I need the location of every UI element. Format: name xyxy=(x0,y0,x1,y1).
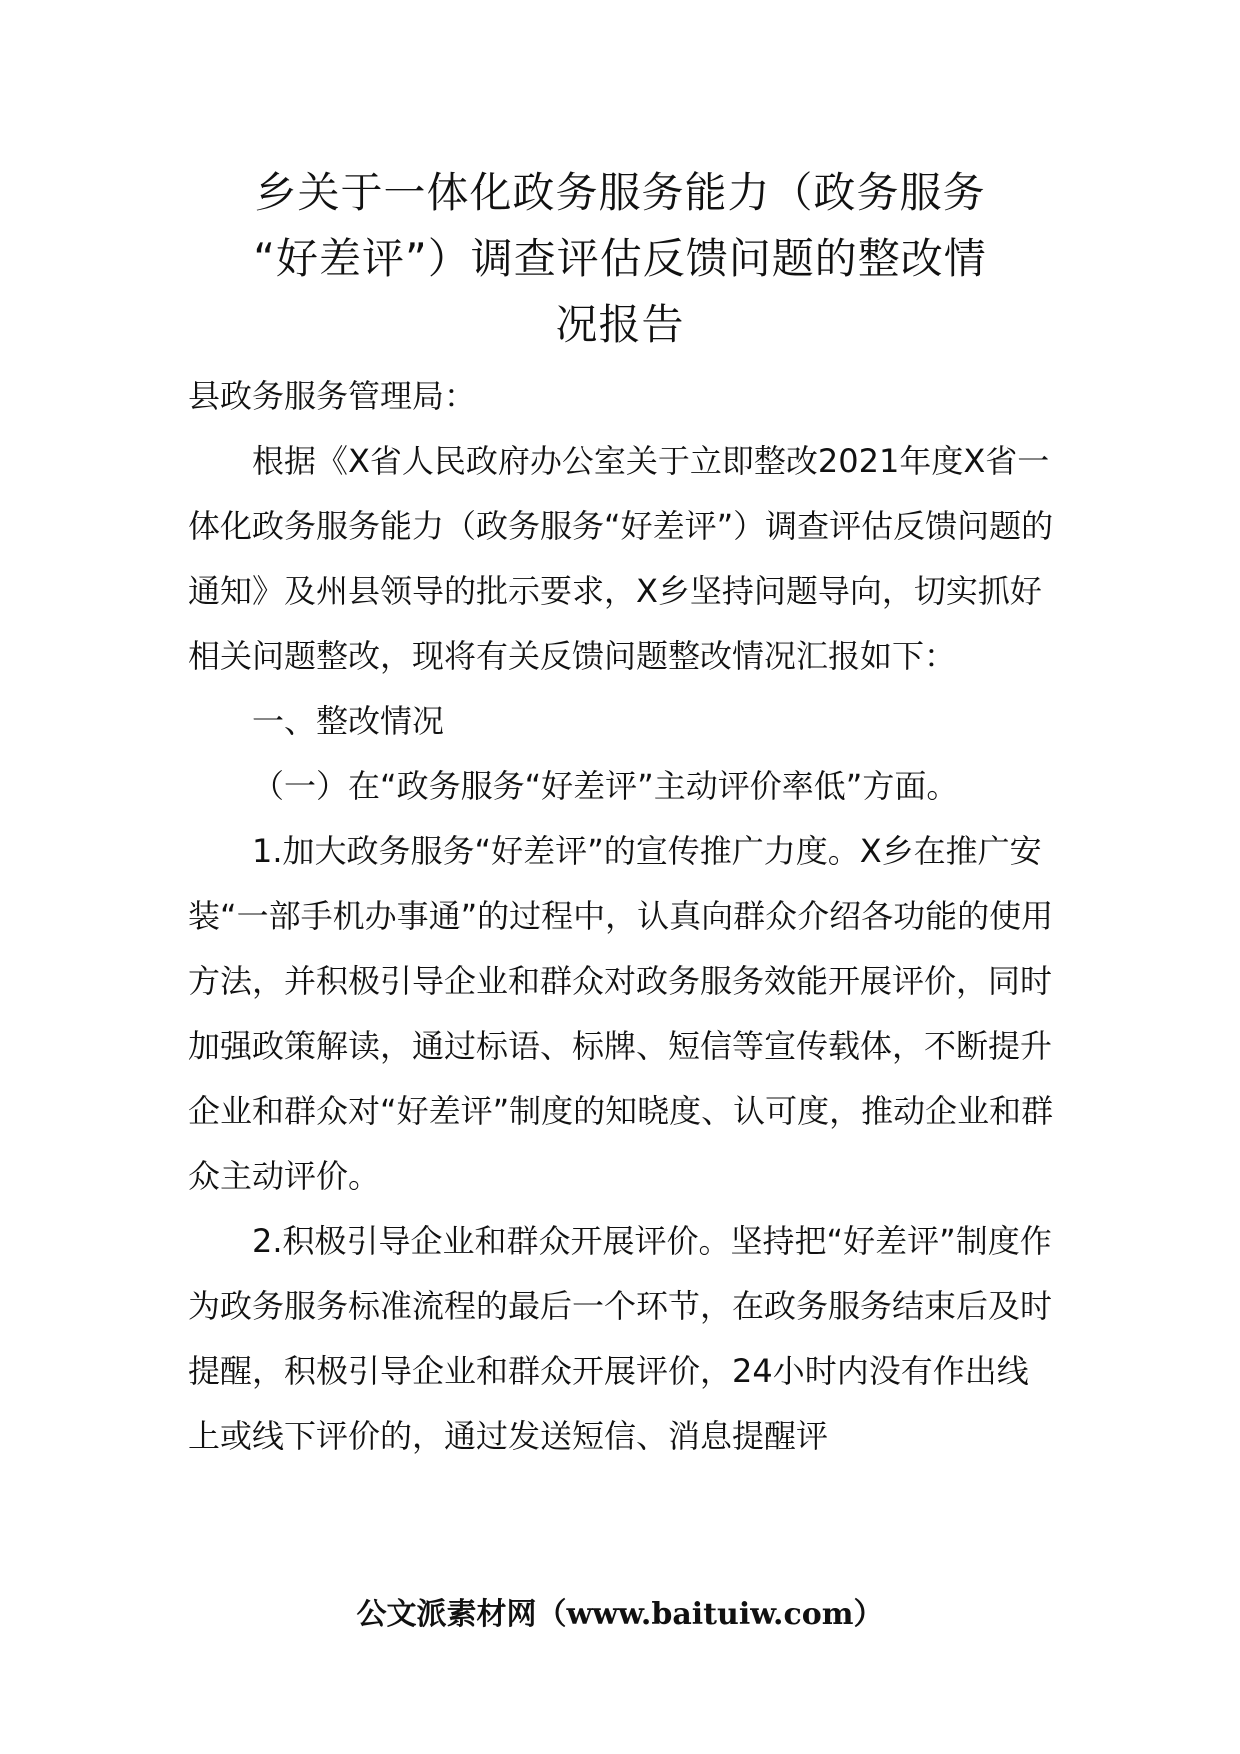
document-title xyxy=(150,160,1090,358)
document-body xyxy=(188,364,1058,1469)
subsection-heading: （一）在“政务服务“好差评”主动评价率低”方面。 xyxy=(252,767,959,805)
paragraph-intro: 根据《X省人民政府办公室关于立即整改2021年度X省一体化政务服务能力（政务服务“好差评”）调查评估反馈问题的通知》及州县领导的批示要求，X乡坚持问题导向，切实抓好相关问题整改，现将有关反馈问题整改情况汇报如下： xyxy=(188,442,1054,675)
footer-watermark: 公文派素材网（www.baituiw.com） xyxy=(356,1597,884,1632)
section-heading: 一、整改情况 xyxy=(252,702,445,740)
title-line-2: “好差评”）调查评估反馈问题的整改情 xyxy=(253,234,987,283)
title-line-1: 乡关于一体化政务服务能力（政务服务 xyxy=(254,168,986,217)
title-line-3: 况报告 xyxy=(555,300,685,349)
salutation: 县政务服务管理局： xyxy=(188,377,477,415)
paragraph-item-1: 1.加大政务服务“好差评”的宣传推广力度。X乡在推广安装“一部手机办事通”的过程中，认真向群众介绍各功能的使用方法，并积极引导企业和群众对政务服务效能开展评价，同时加强政策解读，通过标语、标牌、短信等宣传载体，不断提升企业和群众对“好差评”制度的知晓度、认可度，推动企业和群众主动评价。 xyxy=(188,832,1054,1195)
paragraph-item-2: 2.积极引导企业和群众开展评价。坚持把“好差评”制度作为政务服务标准流程的最后一个环节，在政务服务结束后及时提醒，积极引导企业和群众开展评价，24小时内没有作出线上或线下评价的，通过发送短信、消息提醒评 xyxy=(188,1222,1053,1455)
